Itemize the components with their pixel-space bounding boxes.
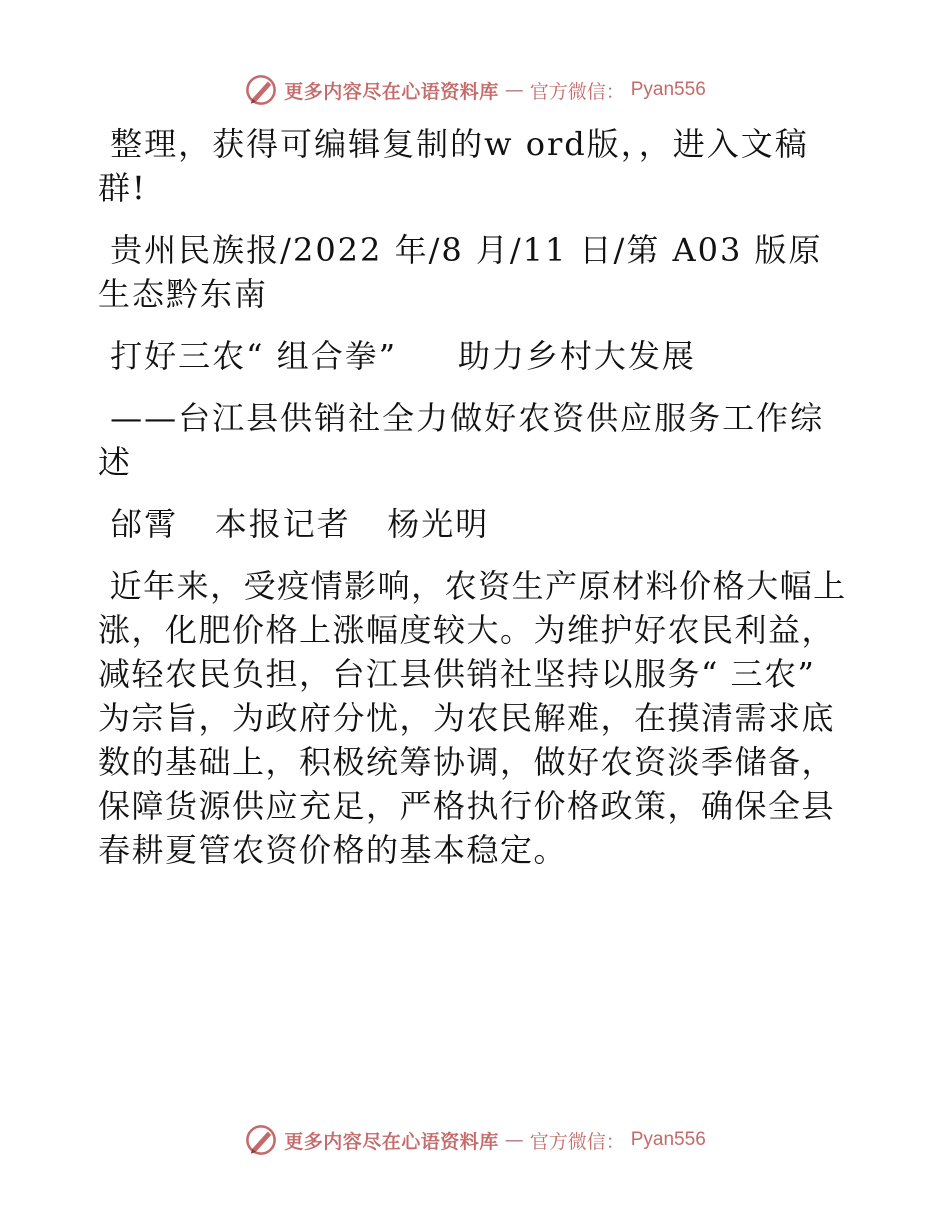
body-paragraph: 近年来，受疫情影响，农资生产原材料价格大幅上涨，化肥价格上涨幅度较大。为维护好农民利益，减轻农民负担，台江县供销社坚持以服务“ 三农” 为宗旨，为政府分忧，为农民解难，在摸清需求底数的基础上，积极统筹协调，做好农资淡季储备，保障货源供应充足，严格执行价格政策，确保全县春耕夏管农资价格的基本稳定。 xyxy=(98,567,847,869)
article-subtitle: ——台江县供销社全力做好农资供应服务工作综述 xyxy=(98,399,825,481)
footer-watermark-banner xyxy=(0,1120,950,1160)
banner-separator: — xyxy=(504,1129,524,1151)
pen-logo-icon xyxy=(244,73,278,107)
banner-text: 更多内容尽在心语资料库 xyxy=(284,1130,499,1153)
pen-logo-icon xyxy=(244,1123,278,1157)
source-line: 贵州民族报/2022 年/8 月/11 日/第 A03 版原生态黔东南 xyxy=(98,231,823,313)
intro-paragraph: 整理，获得可编辑复制的w ord版，，进入文稿群! xyxy=(98,125,809,207)
article-title: 打好三农“ 组合拳” 助力乡村大发展 xyxy=(98,337,696,375)
banner-text: 更多内容尽在心语资料库 xyxy=(284,80,499,103)
banner-wechat-label: 官方微信： xyxy=(529,1130,625,1153)
banner-wechat-id: Pyan556 xyxy=(630,79,706,100)
byline: 邰霄 本报记者 杨光明 xyxy=(98,505,490,543)
document-body xyxy=(98,122,850,890)
banner-wechat-id: Pyan556 xyxy=(630,1129,706,1150)
banner-wechat-label: 官方微信： xyxy=(529,80,625,103)
banner-separator: — xyxy=(504,79,524,101)
header-watermark-banner xyxy=(0,70,950,110)
